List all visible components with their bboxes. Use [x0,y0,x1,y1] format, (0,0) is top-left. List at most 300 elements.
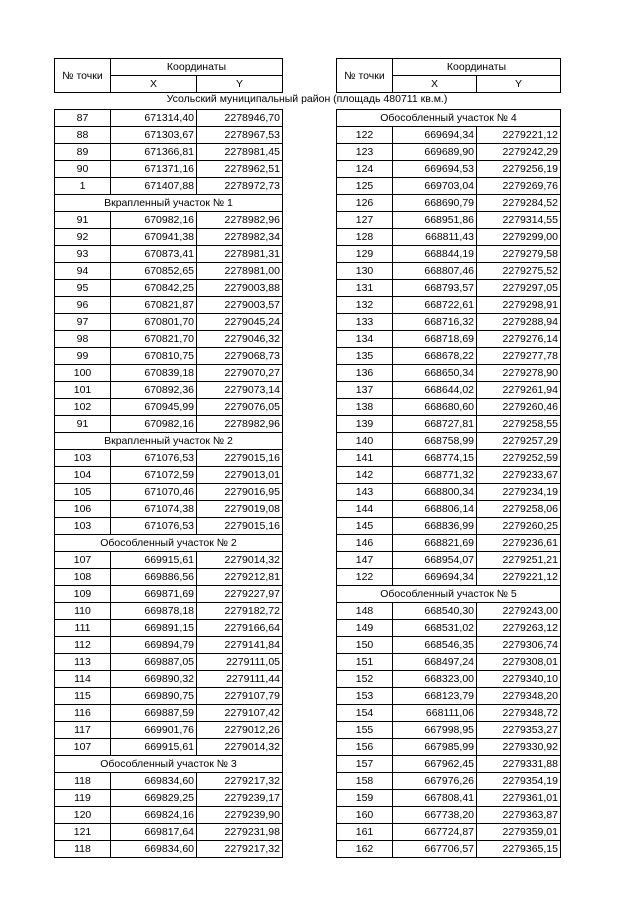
table-row [337,348,561,365]
table-row [337,280,561,297]
x-coordinate-cell: 670873,41 [111,246,197,263]
table-row [55,654,283,671]
x-coordinate-cell: 671070,46 [111,484,197,501]
x-coordinate-cell: 669703,04 [393,178,477,195]
table-row [55,144,283,161]
district-title: Усольский муниципальный район (площадь 480711 кв.м.) [166,93,448,105]
point-number-cell: 92 [55,229,111,246]
point-number-cell: 105 [55,484,111,501]
y-coordinate-cell: 2279221,12 [477,569,561,586]
point-number-cell: 123 [337,144,393,161]
y-coordinate-cell: 2278972,73 [197,178,283,195]
x-coordinate-cell: 670941,38 [111,229,197,246]
point-number-cell: 139 [337,416,393,433]
table-row [337,841,561,858]
section-heading-row [55,535,283,552]
y-coordinate-cell: 2279279,58 [477,246,561,263]
y-coordinate-cell: 2278946,70 [197,110,283,127]
point-number-cell: 117 [55,722,111,739]
point-number-cell: 125 [337,178,393,195]
y-coordinate-cell: 2279275,52 [477,263,561,280]
point-number-cell: 159 [337,790,393,807]
point-number-cell: 106 [55,501,111,518]
table-row [337,246,561,263]
y-coordinate-cell: 2279330,92 [477,739,561,756]
point-number-cell: 134 [337,331,393,348]
table-row [337,178,561,195]
x-coordinate-cell: 667998,95 [393,722,477,739]
x-coordinate-cell: 671314,40 [111,110,197,127]
table-row [55,722,283,739]
point-number-cell: 140 [337,433,393,450]
x-coordinate-cell: 669824,16 [111,807,197,824]
point-number-cell: 97 [55,314,111,331]
y-coordinate-cell: 2279046,32 [197,331,283,348]
point-number-cell: 101 [55,382,111,399]
x-coordinate-cell: 671076,53 [111,518,197,535]
table-row [337,382,561,399]
x-coordinate-cell: 669834,60 [111,841,197,858]
point-number-cell: 94 [55,263,111,280]
y-coordinate-cell: 2279299,00 [477,229,561,246]
x-coordinate-cell: 668793,57 [393,280,477,297]
y-coordinate-cell: 2279014,32 [197,739,283,756]
x-coordinate-cell: 669887,59 [111,705,197,722]
x-coordinate-cell: 668680,60 [393,399,477,416]
point-number-cell: 150 [337,637,393,654]
point-number-cell: 96 [55,297,111,314]
y-coordinate-cell: 2279221,12 [477,127,561,144]
y-coordinate-cell: 2279107,42 [197,705,283,722]
x-coordinate-cell: 670821,70 [111,331,197,348]
table-row [55,110,283,127]
table-row [55,348,283,365]
y-coordinate-cell: 2279263,12 [477,620,561,637]
x-coordinate-cell: 668540,30 [393,603,477,620]
table-row [337,705,561,722]
y-coordinate-cell: 2279231,98 [197,824,283,841]
table-row [337,535,561,552]
x-coordinate-cell: 671076,53 [111,450,197,467]
y-coordinate-cell: 2279365,15 [477,841,561,858]
table-row [337,263,561,280]
point-number-cell: 99 [55,348,111,365]
x-coordinate-cell: 670839,18 [111,365,197,382]
y-coordinate-cell: 2279340,10 [477,671,561,688]
point-number-cell: 146 [337,535,393,552]
point-number-cell: 147 [337,552,393,569]
point-number-cell: 138 [337,399,393,416]
y-coordinate-cell: 2279227,97 [197,586,283,603]
table-row [55,212,283,229]
y-coordinate-cell: 2279242,29 [477,144,561,161]
y-coordinate-cell: 2278967,53 [197,127,283,144]
y-coordinate-cell: 2279012,26 [197,722,283,739]
y-coordinate-cell: 2279298,91 [477,297,561,314]
y-coordinate-cell: 2279070,27 [197,365,283,382]
x-coordinate-cell: 671366,81 [111,144,197,161]
y-coordinate-cell: 2278982,34 [197,229,283,246]
point-number-cell: 102 [55,399,111,416]
table-row [337,773,561,790]
point-number-cell: 144 [337,501,393,518]
coordinates-header: Координаты [393,59,561,76]
x-coordinate-cell: 669871,69 [111,586,197,603]
point-number-cell: 93 [55,246,111,263]
table-row [55,552,283,569]
point-number-cell: 95 [55,280,111,297]
x-coordinate-cell: 668111,06 [393,705,477,722]
table-row [337,314,561,331]
point-number-cell: 1 [55,178,111,195]
table-row [337,620,561,637]
point-number-cell: 100 [55,365,111,382]
x-coordinate-cell: 669817,64 [111,824,197,841]
point-number-header: № точки [55,59,111,93]
y-coordinate-cell: 2278981,31 [197,246,283,263]
section-heading: Обособленный участок № 2 [55,535,283,552]
y-coordinate-cell: 2279251,21 [477,552,561,569]
table-row [337,433,561,450]
y-coordinate-cell: 2279284,52 [477,195,561,212]
table-row [337,688,561,705]
x-header: X [111,76,197,93]
x-coordinate-cell: 671072,59 [111,467,197,484]
x-coordinate-cell: 669694,53 [393,161,477,178]
y-coordinate-cell: 2279003,88 [197,280,283,297]
table-row [55,450,283,467]
coordinates-table-right [336,58,561,858]
x-coordinate-cell: 668844,19 [393,246,477,263]
point-number-cell: 161 [337,824,393,841]
y-coordinate-cell: 2279239,17 [197,790,283,807]
point-number-cell: 104 [55,467,111,484]
x-coordinate-cell: 669694,34 [393,569,477,586]
x-coordinate-cell: 670945,99 [111,399,197,416]
point-number-cell: 87 [55,110,111,127]
y-coordinate-cell: 2279068,73 [197,348,283,365]
section-heading: Вкрапленный участок № 1 [55,195,283,212]
x-coordinate-cell: 669915,61 [111,552,197,569]
point-number-cell: 142 [337,467,393,484]
point-number-cell: 128 [337,229,393,246]
table-row [337,756,561,773]
x-coordinate-cell: 671303,67 [111,127,197,144]
table-row [337,450,561,467]
x-coordinate-cell: 668800,34 [393,484,477,501]
table-row [337,671,561,688]
table-row [337,161,561,178]
table-row [55,365,283,382]
point-number-cell: 89 [55,144,111,161]
x-coordinate-cell: 669878,18 [111,603,197,620]
y-coordinate-cell: 2279269,76 [477,178,561,195]
section-heading-row [55,195,283,212]
x-coordinate-cell: 670842,25 [111,280,197,297]
table-row [55,280,283,297]
point-number-cell: 88 [55,127,111,144]
x-coordinate-cell: 669694,34 [393,127,477,144]
x-coordinate-cell: 668771,32 [393,467,477,484]
table-row [337,501,561,518]
y-coordinate-cell: 2279278,90 [477,365,561,382]
y-coordinate-cell: 2278982,96 [197,416,283,433]
x-coordinate-cell: 670892,36 [111,382,197,399]
y-coordinate-cell: 2279233,67 [477,467,561,484]
x-coordinate-cell: 667808,41 [393,790,477,807]
table-row [337,739,561,756]
y-coordinate-cell: 2279107,79 [197,688,283,705]
table-row [337,790,561,807]
table-row [337,518,561,535]
point-number-cell: 90 [55,161,111,178]
y-coordinate-cell: 2279141,84 [197,637,283,654]
y-coordinate-cell: 2279239,90 [197,807,283,824]
y-coordinate-cell: 2279260,46 [477,399,561,416]
table-row [55,637,283,654]
table-row [337,416,561,433]
x-coordinate-cell: 671371,16 [111,161,197,178]
point-number-cell: 133 [337,314,393,331]
y-coordinate-cell: 2279308,01 [477,654,561,671]
x-coordinate-cell: 668807,46 [393,263,477,280]
x-coordinate-cell: 668954,07 [393,552,477,569]
point-number-cell: 148 [337,603,393,620]
point-number-cell: 155 [337,722,393,739]
table-row [55,688,283,705]
y-coordinate-cell: 2279003,57 [197,297,283,314]
point-number-cell: 112 [55,637,111,654]
x-coordinate-cell: 669901,76 [111,722,197,739]
section-heading: Обособленный участок № 5 [337,586,561,603]
point-number-cell: 114 [55,671,111,688]
point-number-cell: 116 [55,705,111,722]
x-coordinate-cell: 669834,60 [111,773,197,790]
table-row [337,824,561,841]
point-number-cell: 149 [337,620,393,637]
y-coordinate-cell: 2279212,81 [197,569,283,586]
table-row [55,246,283,263]
table-row [55,229,283,246]
y-coordinate-cell: 2279217,32 [197,773,283,790]
x-coordinate-cell: 668716,32 [393,314,477,331]
table-row [337,722,561,739]
y-coordinate-cell: 2279015,16 [197,518,283,535]
x-coordinate-cell: 668678,22 [393,348,477,365]
table-row [337,637,561,654]
point-number-cell: 122 [337,127,393,144]
table-row [55,263,283,280]
table-row [55,824,283,841]
section-heading-row [55,756,283,773]
table-row [337,467,561,484]
point-number-cell: 160 [337,807,393,824]
table-row [337,654,561,671]
y-header: Y [477,76,561,93]
point-number-cell: 130 [337,263,393,280]
x-coordinate-cell: 670982,16 [111,212,197,229]
y-coordinate-cell: 2279353,27 [477,722,561,739]
y-coordinate-cell: 2279277,78 [477,348,561,365]
y-coordinate-cell: 2279306,74 [477,637,561,654]
x-coordinate-cell: 669886,56 [111,569,197,586]
point-number-cell: 118 [55,841,111,858]
y-coordinate-cell: 2279013,01 [197,467,283,484]
x-coordinate-cell: 669894,79 [111,637,197,654]
y-coordinate-cell: 2279019,08 [197,501,283,518]
point-number-cell: 107 [55,739,111,756]
x-coordinate-cell: 668758,99 [393,433,477,450]
point-number-cell: 135 [337,348,393,365]
coordinates-table-left [54,58,283,858]
point-number-cell: 152 [337,671,393,688]
table-header-row [337,59,561,76]
y-coordinate-cell: 2279182,72 [197,603,283,620]
y-coordinate-cell: 2279016,95 [197,484,283,501]
point-number-cell: 103 [55,450,111,467]
table-row [55,314,283,331]
x-coordinate-cell: 667706,57 [393,841,477,858]
point-number-cell: 136 [337,365,393,382]
table-row [55,399,283,416]
point-number-cell: 119 [55,790,111,807]
table-row [55,178,283,195]
table-row [55,773,283,790]
x-coordinate-cell: 668727,81 [393,416,477,433]
x-coordinate-cell: 670810,75 [111,348,197,365]
section-heading: Обособленный участок № 4 [337,110,561,127]
point-number-cell: 141 [337,450,393,467]
y-coordinate-cell: 2279014,32 [197,552,283,569]
table-row [55,603,283,620]
x-coordinate-cell: 667724,87 [393,824,477,841]
point-number-cell: 91 [55,212,111,229]
table-row [55,467,283,484]
point-number-cell: 111 [55,620,111,637]
x-coordinate-cell: 668531,02 [393,620,477,637]
x-coordinate-cell: 669915,61 [111,739,197,756]
x-coordinate-cell: 668718,69 [393,331,477,348]
y-coordinate-cell: 2278962,51 [197,161,283,178]
point-number-cell: 122 [337,569,393,586]
table-row [55,739,283,756]
x-coordinate-cell: 668836,99 [393,518,477,535]
point-number-cell: 162 [337,841,393,858]
point-number-header: № точки [337,59,393,93]
point-number-cell: 121 [55,824,111,841]
table-row [55,382,283,399]
point-number-cell: 143 [337,484,393,501]
y-coordinate-cell: 2278981,00 [197,263,283,280]
point-number-cell: 153 [337,688,393,705]
y-coordinate-cell: 2279258,55 [477,416,561,433]
point-number-cell: 107 [55,552,111,569]
y-coordinate-cell: 2279361,01 [477,790,561,807]
table-row [55,705,283,722]
point-number-cell: 158 [337,773,393,790]
title-spacer-row [337,93,561,110]
point-number-cell: 157 [337,756,393,773]
point-number-cell: 98 [55,331,111,348]
point-number-cell: 156 [337,739,393,756]
y-coordinate-cell: 2279288,94 [477,314,561,331]
x-coordinate-cell: 668821,69 [393,535,477,552]
y-coordinate-cell: 2279076,05 [197,399,283,416]
table-header-row [55,59,283,76]
x-coordinate-cell: 669890,75 [111,688,197,705]
x-coordinate-cell: 667738,20 [393,807,477,824]
section-heading-row [337,110,561,127]
table-row [55,127,283,144]
y-coordinate-cell: 2279258,06 [477,501,561,518]
table-row [337,331,561,348]
table-row [55,841,283,858]
x-coordinate-cell: 668806,14 [393,501,477,518]
y-coordinate-cell: 2279166,64 [197,620,283,637]
y-coordinate-cell: 2279276,14 [477,331,561,348]
y-coordinate-cell: 2278982,96 [197,212,283,229]
x-coordinate-cell: 670852,65 [111,263,197,280]
x-coordinate-cell: 668774,15 [393,450,477,467]
section-heading-row [337,586,561,603]
y-coordinate-cell: 2279256,19 [477,161,561,178]
point-number-cell: 151 [337,654,393,671]
point-number-cell: 109 [55,586,111,603]
y-coordinate-cell: 2279348,72 [477,705,561,722]
y-coordinate-cell: 2279348,20 [477,688,561,705]
table-row [55,620,283,637]
point-number-cell: 103 [55,518,111,535]
x-coordinate-cell: 668123,79 [393,688,477,705]
table-row [55,518,283,535]
y-coordinate-cell: 2279314,55 [477,212,561,229]
x-coordinate-cell: 669891,15 [111,620,197,637]
table-row [55,297,283,314]
x-coordinate-cell: 668811,43 [393,229,477,246]
y-coordinate-cell: 2279236,61 [477,535,561,552]
x-coordinate-cell: 669887,05 [111,654,197,671]
table-row [337,195,561,212]
x-coordinate-cell: 668951,86 [393,212,477,229]
point-number-cell: 137 [337,382,393,399]
x-coordinate-cell: 667962,45 [393,756,477,773]
table-row [55,484,283,501]
table-row [55,586,283,603]
table-row [55,671,283,688]
x-coordinate-cell: 670801,70 [111,314,197,331]
table-row [55,501,283,518]
section-heading: Вкрапленный участок № 2 [55,433,283,450]
point-number-cell: 118 [55,773,111,790]
x-coordinate-cell: 669829,25 [111,790,197,807]
y-coordinate-cell: 2279217,32 [197,841,283,858]
x-coordinate-cell: 668497,24 [393,654,477,671]
table-row [55,790,283,807]
table-row [55,807,283,824]
y-coordinate-cell: 2279045,24 [197,314,283,331]
y-coordinate-cell: 2279073,14 [197,382,283,399]
point-number-cell: 120 [55,807,111,824]
point-number-cell: 154 [337,705,393,722]
y-coordinate-cell: 2279354,19 [477,773,561,790]
x-coordinate-cell: 668690,79 [393,195,477,212]
table-row [55,416,283,433]
point-number-cell: 110 [55,603,111,620]
x-coordinate-cell: 670821,87 [111,297,197,314]
x-coordinate-cell: 667985,99 [393,739,477,756]
y-coordinate-cell: 2279260,25 [477,518,561,535]
x-coordinate-cell: 670982,16 [111,416,197,433]
